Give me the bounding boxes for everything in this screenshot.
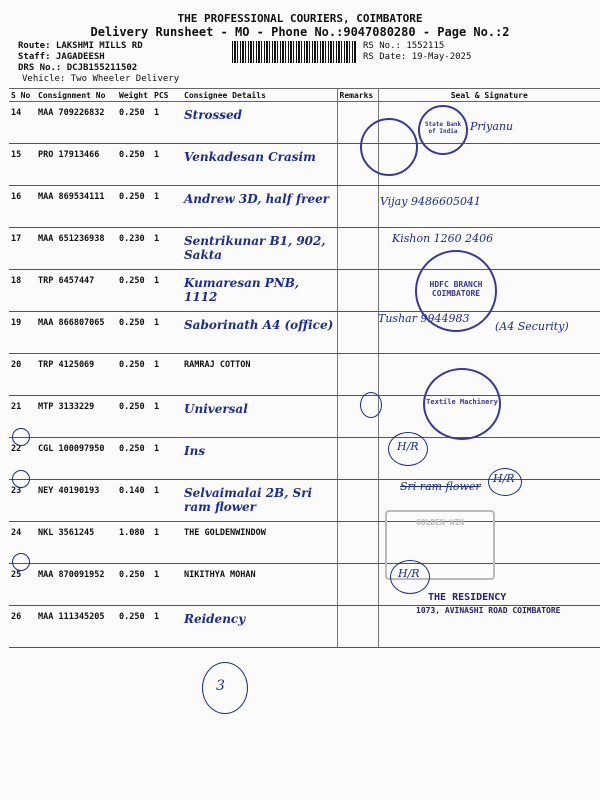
signature-19: Tushar 9944983 xyxy=(378,312,470,325)
hr-mark-25: H/R xyxy=(398,567,420,580)
golden-stamp: GOLDEN WIN xyxy=(385,510,495,580)
table-row xyxy=(9,354,600,396)
cell-remarks xyxy=(337,354,378,396)
table-row xyxy=(9,144,600,186)
cell-sno: 26 xyxy=(9,606,36,648)
company-title: THE PROFESSIONAL COURIERS, COIMBATORE xyxy=(177,12,423,25)
cell-remarks xyxy=(337,522,378,564)
round-stamp-icon xyxy=(360,118,418,176)
cell-consignee: Andrew 3D, half freer xyxy=(182,186,337,228)
cell-sno: 14 xyxy=(9,102,36,144)
page-circle xyxy=(202,662,248,714)
vehicle-label: Vehicle: Two Wheeler Delivery xyxy=(22,74,180,84)
signature-16: Vijay 9486605041 xyxy=(380,195,481,208)
barcode xyxy=(232,41,357,63)
cell-weight: 0.250 xyxy=(117,564,152,606)
cell-consignee: Saborinath A4 (office) xyxy=(182,312,337,354)
cell-weight: 0.250 xyxy=(117,270,152,312)
staff-label: Staff: JAGADEESH xyxy=(18,52,105,62)
cell-sno: 18 xyxy=(9,270,36,312)
cell-consignment: CGL 100097950 xyxy=(36,438,117,480)
cell-consignment: NEY 40190193 xyxy=(36,480,117,522)
residency-stamp: THE RESIDENCY xyxy=(428,592,507,603)
cell-weight: 0.230 xyxy=(117,228,152,270)
cell-weight: 1.080 xyxy=(117,522,152,564)
table-row xyxy=(9,396,600,438)
cell-weight: 0.250 xyxy=(117,186,152,228)
hr-mark-22: H/R xyxy=(397,440,419,453)
cell-pcs: 1 xyxy=(152,144,182,186)
cell-pcs: 1 xyxy=(152,354,182,396)
cell-consignment: MAA 111345205 xyxy=(36,606,117,648)
cell-weight: 0.250 xyxy=(117,102,152,144)
struck-signature-23: Sri ram flower xyxy=(400,480,481,493)
cell-remarks xyxy=(337,606,378,648)
cell-remarks xyxy=(337,228,378,270)
col-weight: Weight xyxy=(117,89,152,102)
cell-sno: 25 xyxy=(9,564,36,606)
cell-remarks xyxy=(337,480,378,522)
cell-consignment: MAA 709226832 xyxy=(36,102,117,144)
cell-pcs: 1 xyxy=(152,102,182,144)
sbi-stamp: State Bank of India xyxy=(418,105,468,155)
circle-mark-icon xyxy=(360,392,382,418)
hr-mark-23: H/R xyxy=(493,472,515,485)
cell-pcs: 1 xyxy=(152,186,182,228)
cell-remarks xyxy=(337,186,378,228)
page-circle-number: 3 xyxy=(216,678,225,694)
table-row xyxy=(9,186,600,228)
route-label: Route: LAKSHMI MILLS RD xyxy=(18,41,143,51)
row-circle-25 xyxy=(12,553,30,571)
row-circle-23 xyxy=(12,470,30,488)
cell-consignment: MAA 869534111 xyxy=(36,186,117,228)
cell-pcs: 1 xyxy=(152,606,182,648)
cell-sno: 17 xyxy=(9,228,36,270)
cell-consignment: TRP 6457447 xyxy=(36,270,117,312)
cell-consignee: Strossed xyxy=(182,102,337,144)
rs-no-label: RS No.: 1552115 xyxy=(363,41,445,51)
signature-14: Priyanu xyxy=(470,120,514,133)
drs-label: DRS No.: DCJB155211502 xyxy=(18,63,138,73)
cell-weight: 0.250 xyxy=(117,606,152,648)
cell-pcs: 1 xyxy=(152,312,182,354)
cell-weight: 0.250 xyxy=(117,354,152,396)
table-header xyxy=(9,89,600,102)
cell-pcs: 1 xyxy=(152,270,182,312)
cell-consignee: Venkadesan Crasim xyxy=(182,144,337,186)
row-circle-22 xyxy=(12,428,30,446)
col-consignment: Consignment No xyxy=(36,89,117,102)
cell-pcs: 1 xyxy=(152,438,182,480)
cell-sno: 21 xyxy=(9,396,36,438)
cell-remarks xyxy=(337,438,378,480)
cell-remarks xyxy=(337,270,378,312)
cell-pcs: 1 xyxy=(152,522,182,564)
table-row xyxy=(9,522,600,564)
cell-consignee: Sentrikunar B1, 902, Sakta xyxy=(182,228,337,270)
residency-address: 1073, AVINASHI ROAD COIMBATORE xyxy=(416,606,561,615)
rs-date-label: RS Date: 19-May-2025 xyxy=(363,52,472,62)
cell-sno: 20 xyxy=(9,354,36,396)
cell-consignment: MAA 870091952 xyxy=(36,564,117,606)
cell-sno: 22 xyxy=(9,438,36,480)
cell-remarks xyxy=(337,564,378,606)
cell-consignee: THE GOLDENWINDOW xyxy=(182,522,337,564)
cell-consignee: Selvaimalai 2B, Sri ram flower xyxy=(182,480,337,522)
col-pcs: PCS xyxy=(152,89,182,102)
cell-consignee: RAMRAJ COTTON xyxy=(182,354,337,396)
cell-weight: 0.250 xyxy=(117,144,152,186)
hdfc-stamp: HDFC BRANCH COIMBATORE xyxy=(415,250,497,332)
cell-consignment: MAA 651236938 xyxy=(36,228,117,270)
table-row xyxy=(9,270,600,312)
cell-sno: 16 xyxy=(9,186,36,228)
cell-consignment: PRO 17913466 xyxy=(36,144,117,186)
cell-pcs: 1 xyxy=(152,228,182,270)
col-seal: Seal & Signature xyxy=(378,89,600,102)
col-sno: S No xyxy=(9,89,36,102)
cell-pcs: 1 xyxy=(152,480,182,522)
cell-sno: 19 xyxy=(9,312,36,354)
cell-consignee: Kumaresan PNB, 1112 xyxy=(182,270,337,312)
cell-consignee: NIKITHYA MOHAN xyxy=(182,564,337,606)
cell-consignment: NKL 3561245 xyxy=(36,522,117,564)
table-row xyxy=(9,228,600,270)
col-consignee: Consignee Details xyxy=(182,89,337,102)
cell-weight: 0.140 xyxy=(117,480,152,522)
cell-consignee: Reidency xyxy=(182,606,337,648)
cell-consignment: TRP 4125069 xyxy=(36,354,117,396)
cell-consignee: Universal xyxy=(182,396,337,438)
cell-consignment: MAA 866807065 xyxy=(36,312,117,354)
cell-remarks xyxy=(337,312,378,354)
table-row xyxy=(9,564,600,606)
cell-consignee: Ins xyxy=(182,438,337,480)
cell-consignment: MTP 3133229 xyxy=(36,396,117,438)
cell-pcs: 1 xyxy=(152,396,182,438)
col-remarks: Remarks xyxy=(337,89,378,102)
engg-stamp: Textile Machinery xyxy=(423,368,501,440)
note-19: (A4 Security) xyxy=(495,320,569,333)
signature-17: Kishon 1260 2406 xyxy=(392,232,494,245)
cell-weight: 0.250 xyxy=(117,312,152,354)
runsheet-table xyxy=(9,88,600,648)
cell-sno: 15 xyxy=(9,144,36,186)
cell-weight: 0.250 xyxy=(117,438,152,480)
cell-sno: 24 xyxy=(9,522,36,564)
cell-pcs: 1 xyxy=(152,564,182,606)
cell-weight: 0.250 xyxy=(117,396,152,438)
cell-sno: 23 xyxy=(9,480,36,522)
runsheet-subtitle: Delivery Runsheet - MO - Phone No.:9047080280 - Page No.:2 xyxy=(90,25,510,39)
